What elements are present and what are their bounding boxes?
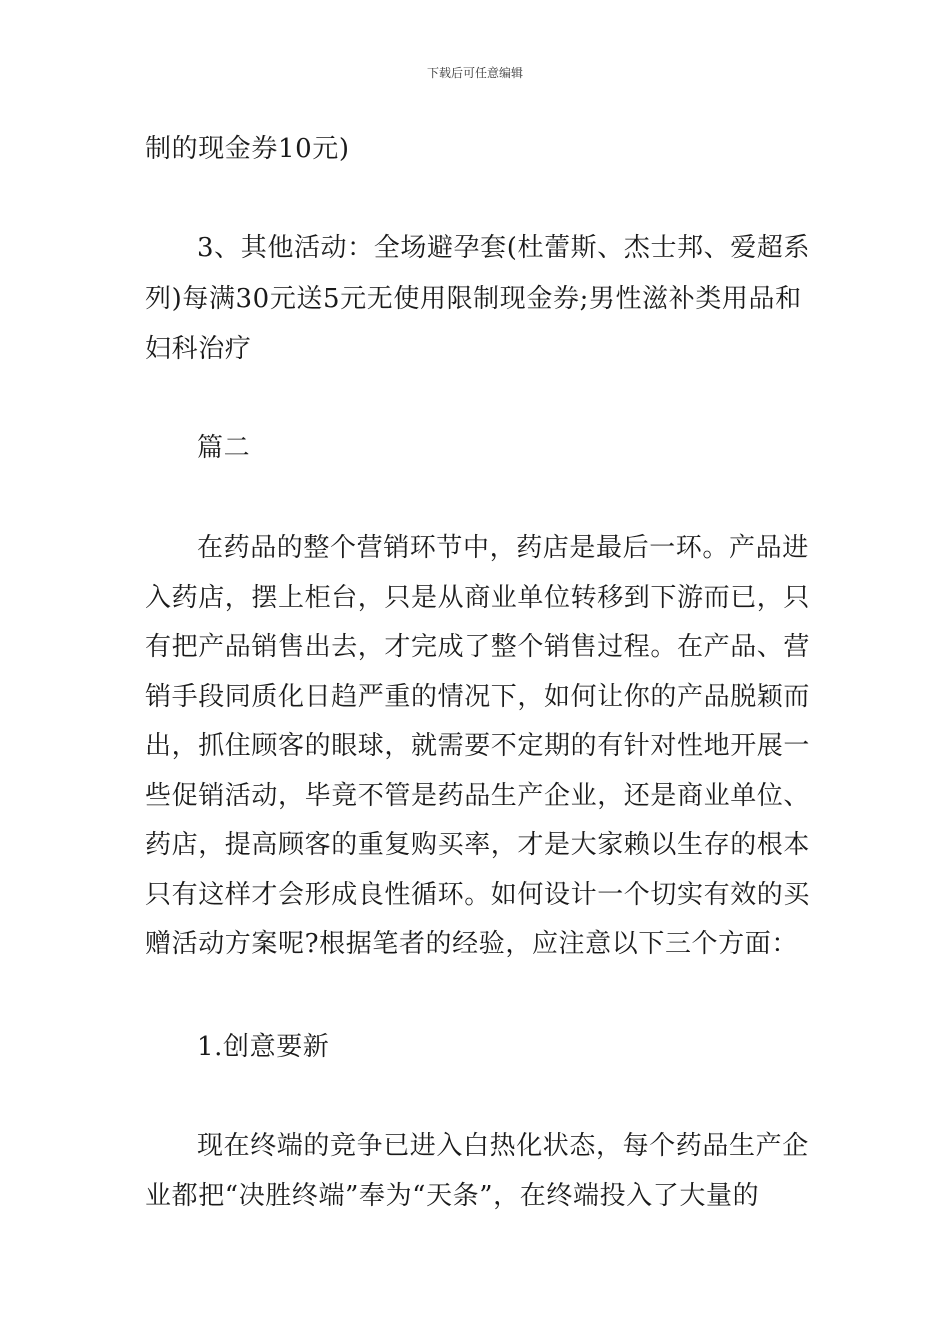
text-line: 赠活动方案呢?根据笔者的经验，应注意以下三个方面：: [145, 929, 798, 959]
page-header: 下载后可任意编辑: [426, 66, 523, 80]
section-heading: 1.创意要新: [197, 1032, 330, 1062]
text-line: 3、其他活动：全场避孕套(杜蕾斯、杰士邦、爱超系: [197, 233, 811, 263]
text-line: 现在终端的竞争已进入白热化状态，每个药品生产企: [197, 1131, 809, 1161]
text-line: 有把产品销售出去，才完成了整个销售过程。在产品、营: [145, 632, 811, 662]
text-line: 入药店，摆上柜台，只是从商业单位转移到下游而已，只: [145, 583, 811, 613]
text-line: 在药品的整个营销环节中，药店是最后一环。产品进: [197, 533, 809, 563]
text-line: 些促销活动，毕竟不管是药品生产企业，还是商业单位、: [145, 781, 811, 811]
text-line: 销手段同质化日趋严重的情况下，如何让你的产品脱颖而: [145, 682, 811, 712]
text-line: 出，抓住顾客的眼球，就需要不定期的有针对性地开展一: [145, 731, 811, 761]
text-line: 只有这样才会形成良性循环。如何设计一个切实有效的买: [145, 880, 811, 910]
text-line: 业都把“决胜终端”奉为“天条”，在终端投入了大量的: [145, 1181, 760, 1211]
text-line: 列)每满30元送5元无使用限制现金券;男性滋补类用品和: [145, 284, 802, 314]
text-line: 妇科治疗: [145, 334, 252, 364]
text-line: 药店，提高顾客的重复购买率，才是大家赖以生存的根本: [145, 830, 811, 860]
section-heading: 篇二: [197, 433, 251, 463]
text-line: 制的现金券10元): [145, 134, 350, 164]
